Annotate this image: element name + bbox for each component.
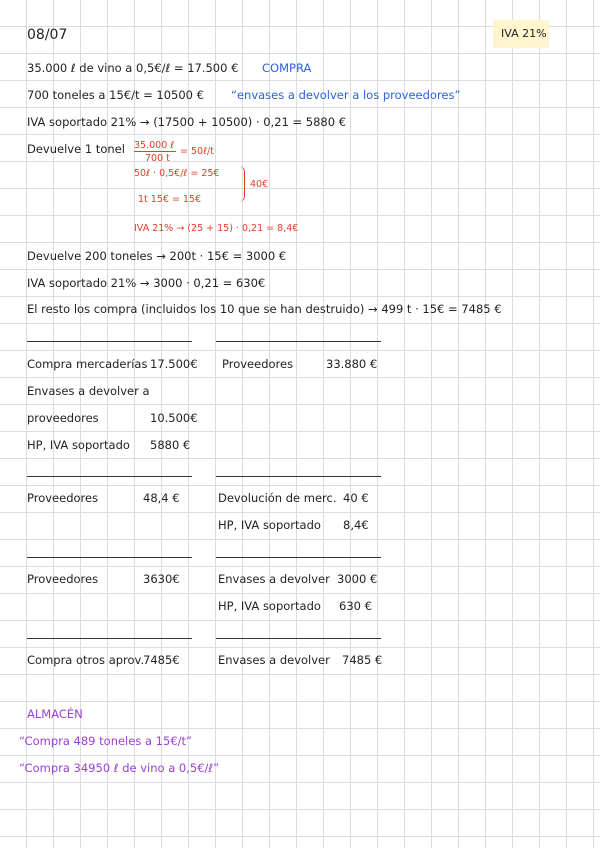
wine-return-calc: 50ℓ · 0,5€/ℓ = 25€ [134, 168, 220, 179]
return-200-line: Devuelve 200 toneles → 200t · 15€ = 3000 € [27, 249, 287, 263]
return-one-label: Devuelve 1 tonel [27, 142, 125, 156]
almacen-title: ALMACÉN [27, 707, 83, 721]
entry-1-debit-label: Compra mercaderías [27, 357, 148, 371]
entry-3-debit-label: Proveedores [27, 572, 99, 586]
brace [236, 166, 245, 202]
entry-3-credit-label: HP, IVA soportado [218, 599, 321, 613]
entry-2-credit-label: Devolución de merc. [218, 491, 337, 505]
entry-3-credit-amount: 630 € [339, 599, 372, 613]
entry-4-line-right [216, 638, 381, 639]
entry-3-line-left [27, 557, 192, 558]
entry-1-credit-amount: 33.880 € [326, 357, 378, 371]
remaining-purchase-line: El resto los compra (incluidos los 10 que se han destruido) → 499 t · 15€ = 7485 € [27, 302, 502, 316]
entry-3-credit-label: Envases a devolver [218, 572, 330, 586]
entry-1-debit-label: proveedores [27, 411, 99, 425]
entry-1-line-left [27, 341, 192, 342]
entry-3-debit-amount: 3630€ [143, 572, 180, 586]
entry-4-debit-amount: 7485€ [143, 653, 180, 667]
entry-1-credit-label: Proveedores [222, 357, 294, 371]
iva-tag: IVA 21% [501, 27, 547, 40]
return-total: 40€ [250, 179, 269, 190]
iva-630-line: IVA soportado 21% → 3000 · 0,21 = 630€ [27, 276, 266, 290]
entry-4-credit-label: Envases a devolver [218, 653, 330, 667]
entry-2-credit-amount: 8,4€ [343, 518, 369, 532]
entry-4-debit-label: Compra otros aprov. [27, 653, 145, 667]
entry-1-debit-label: HP, IVA soportado [27, 438, 130, 452]
entry-2-credit-label: HP, IVA soportado [218, 518, 321, 532]
entry-2-credit-amount: 40 € [343, 491, 369, 505]
entry-2-line-right [216, 476, 381, 477]
entry-2-debit-label: Proveedores [27, 491, 99, 505]
barrels-line: 700 toneles a 15€/t = 10500 € [27, 88, 204, 102]
almacen-line-2: “Compra 34950 ℓ de vino a 0,5€/ℓ” [19, 761, 220, 775]
entry-2-line-left [27, 476, 192, 477]
barrel-return-calc: 1t 15€ = 15€ [138, 194, 202, 205]
fraction-result: = 50ℓ/t [180, 146, 214, 157]
purchase-line: 35.000 ℓ de vino a 0,5€/ℓ = 17.500 € [27, 61, 239, 75]
entry-4-credit-amount: 7485 € [342, 653, 383, 667]
entry-1-debit-amount: 10.500€ [150, 411, 198, 425]
almacen-line-1: “Compra 489 toneles a 15€/t” [19, 734, 192, 748]
entry-3-credit-amount: 3000 € [337, 572, 378, 586]
entry-3-line-right [216, 557, 381, 558]
entry-2-debit-amount: 48,4 € [143, 491, 180, 505]
barrels-note: “envases a devolver a los proveedores” [231, 88, 461, 102]
fraction-denominator: 700 t [145, 153, 170, 164]
iva-return-calc: IVA 21% → (25 + 15) · 0,21 = 8,4€ [134, 223, 299, 234]
entry-1-debit-label: Envases a devolver a [27, 384, 150, 398]
purchase-tag: COMPRA [262, 61, 312, 75]
iva-line: IVA soportado 21% → (17500 + 10500) · 0,21 = 5880 € [27, 115, 347, 129]
entry-4-line-left [27, 638, 192, 639]
entry-1-debit-amount: 17.500€ [150, 357, 198, 371]
fraction-numerator: 35.000 ℓ [134, 140, 175, 151]
entry-1-line-right [216, 341, 381, 342]
date-heading: 08/07 [27, 27, 68, 43]
entry-1-debit-amount: 5880 € [150, 438, 191, 452]
